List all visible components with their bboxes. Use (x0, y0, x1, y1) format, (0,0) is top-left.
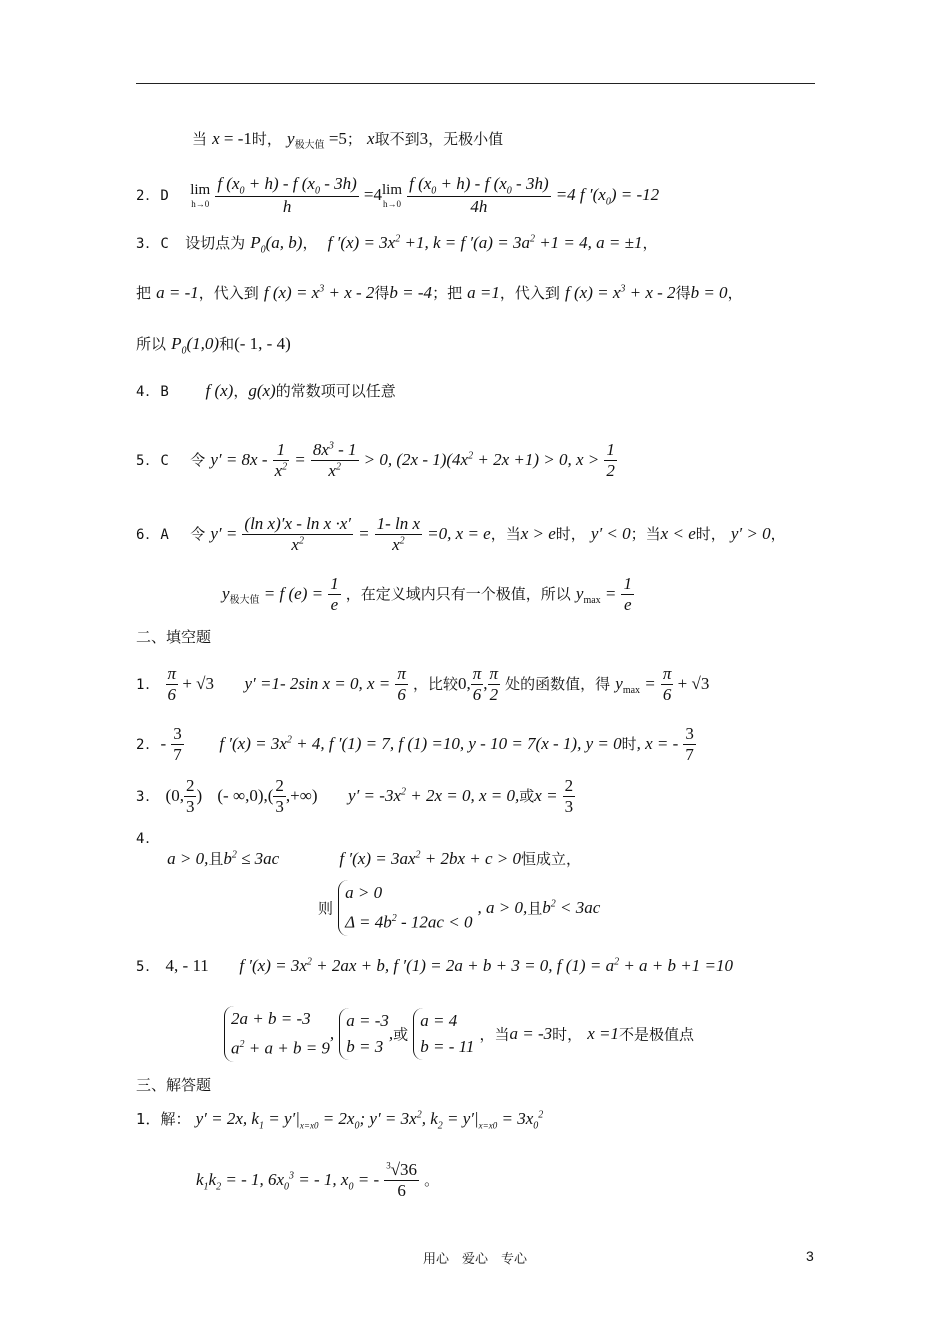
answer-line: 2a + b = -3 $a^2 + a + b = 9$ , a = -3 b = 3 ,或 a = 4 b = - 11 ，当a = -3时， x =1不是极值点 (224, 1006, 694, 1062)
answer-line: 3． (0, $\frac{2}{3}$ ) (- ∞,0),( $\frac{2}{3}$ ,+∞) $y' = -3x^2 + 2x = 0$, x = 0,或x = $\frac{2}{3}$ (136, 776, 574, 816)
section-heading: 三、解答题 (136, 1076, 212, 1094)
answer-line: 6．A 令 y′ = $\frac{\text{(ln x)′x - ln x ·x′}}{x^2}$ = $\frac{\text{1- ln x}}{x^2}$ =0, x = e，当x > e时， y′ < 0；当x < e时， y′ > 0， (136, 514, 786, 554)
answer-line: $y_{极大值} = f$ (e) = $\frac{1}{e}$ ，在定义域内只有一个极值，所以 $y_{max}$ = $\frac{1}{e}$ (222, 574, 632, 614)
answer-line: 把 a = -1，代入到 f $(x) = x^3 + x - 2$得b = -4；把 a =1，代入到 f $(x) = x^3 + x - 2$得b = 0， (136, 283, 743, 302)
section-heading: 二、填空题 (136, 628, 212, 646)
answer-line: 5．C 令 y′ = 8x - $\frac{1}{x^2}$ = $\frac{8x^3 - 1}{x^2}$ > 0, $(2x - 1)(4x^2 + 2x +1) > 0$, x > $\frac{1}{2}$ (136, 440, 615, 480)
answer-line: 1．解： y′ = 2x, $k_1 = y'|_{x=x0} = 2x_0$; $y' = 3x^2$, $k_2 = y'|_{x=x0} = 3x_0^2$ (136, 1109, 544, 1132)
answer-line: 当 x = -1时， $y_{极大值} =5$； x取不到3，无极小值 (192, 129, 504, 152)
answer-line: 4． a > 0,且$b^2 \le 3ac$ f $'(x) = 3ax^2 + 2bx + c > 0$恒成立， (136, 831, 582, 868)
page-number: 3 (806, 1248, 814, 1264)
header-rule (136, 83, 815, 84)
answer-line: 2．D lim h→0 $\frac{f (x_0 + h) - f (x_0 - 3h)}{h}$ =4lim h→0 $\frac{f (x_0 + h) - f (x_0 - 3h)}{4h}$ =4 f $'(x_0) = -12$ (136, 174, 660, 217)
answer-line: $k_1k_2$ = - 1, $6x_0^3$ = - 1, $x_0$ = - $\frac{^3√36}{6}$ 。 (196, 1160, 440, 1200)
answer-line: 则 a > 0 $\Delta = 4b^2 - 12ac < 0$ , a > 0,且$b^2 < 3ac$ (318, 880, 600, 936)
answer-line: 1． $\frac{\pi}{6}$ + √3 y′ =1- 2sin x = 0, x = $\frac{\pi}{6}$ ，比较0, $\frac{\pi}{6}$ , $\frac{\pi}{2}$ 处的函数值，得 $y_{max}$ = $\frac{\pi}{6}$ + √3 (136, 664, 710, 704)
answer-line: 3．C 设切点为 $P_0(a$, b)， f $'(x) = 3x^2 +1$, k = f $'(a) = 3a^2 +1 = 4$, a = ±1， (136, 233, 658, 256)
page-footer: 用心 爱心 专心 (422, 1252, 527, 1267)
answer-line: 2．- $\frac{3}{7}$ f $'(x) = 3x^2 + 4$, f ′(1) = 7, f (1) =10, y - 10 = 7(x - 1), y = 0时, x = - $\frac{3}{7}$ (136, 724, 694, 764)
answer-line: 5． 4, - 11 f $'(x) = 3x^2 + 2ax + b$, f ′(1) = 2a + b + 3 = 0, f $(1) = a^2 + a + b +1 =10$ (136, 956, 733, 975)
answer-line: 4．B f (x)，g(x)的常数项可以任意 (136, 381, 396, 400)
answer-line: 所以 $P_0(1,0)$和(- 1, - 4) (136, 334, 291, 357)
